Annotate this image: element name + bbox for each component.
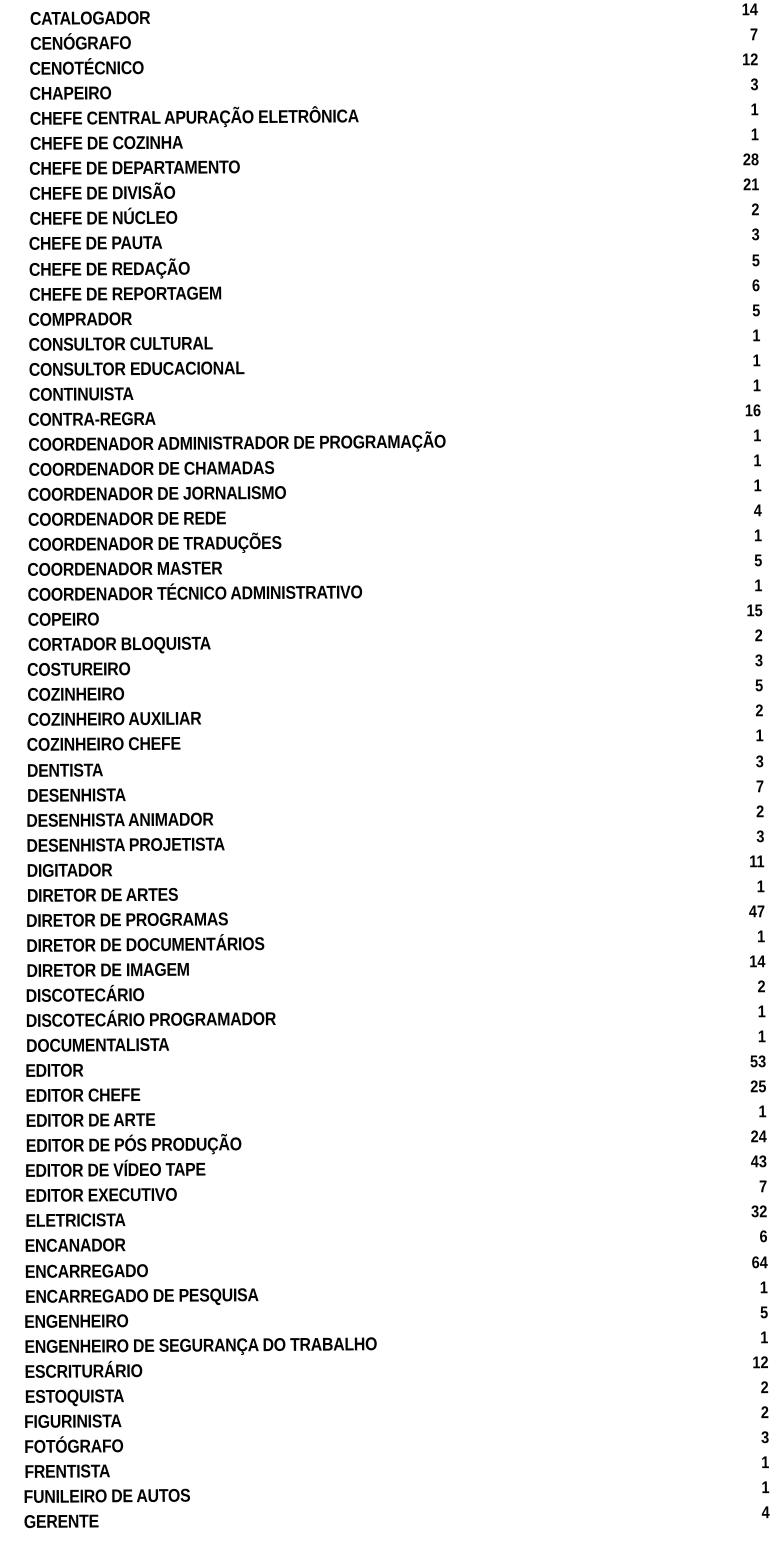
job-count: 3 <box>751 225 760 245</box>
job-count: 5 <box>755 676 764 696</box>
job-title: COORDENADOR MASTER <box>27 557 223 581</box>
job-title: EDITOR CHEFE <box>25 1084 141 1107</box>
job-title: CHEFE DE REDAÇÃO <box>28 257 191 280</box>
job-title: COORDENADOR TÉCNICO ADMINISTRATIVO <box>27 581 363 606</box>
job-title: DESENHISTA PROJETISTA <box>26 833 226 856</box>
job-count: 32 <box>751 1202 768 1222</box>
job-count: 14 <box>749 952 766 972</box>
job-title: DOCUMENTALISTA <box>25 1033 170 1056</box>
job-title: EDITOR <box>25 1059 85 1082</box>
job-count: 1 <box>759 1277 769 1297</box>
job-count: 1 <box>760 1327 769 1347</box>
job-title: COPEIRO <box>27 608 100 631</box>
job-title: ESTOQUISTA <box>24 1384 124 1407</box>
job-count: 1 <box>757 1002 766 1022</box>
job-title: ESCRITURÁRIO <box>24 1359 143 1382</box>
job-title: EDITOR DE VÍDEO TAPE <box>25 1158 207 1182</box>
job-title: EDITOR EXECUTIVO <box>25 1184 178 1207</box>
job-count: 3 <box>750 75 759 95</box>
job-count: 1 <box>752 375 761 395</box>
job-count: 1 <box>753 451 762 471</box>
job-title: ENCARREGADO <box>24 1259 149 1282</box>
job-title: DIRETOR DE PROGRAMAS <box>26 908 229 931</box>
job-title: ENCARREGADO DE PESQUISA <box>24 1283 259 1307</box>
job-title: CHEFE DE DIVISÃO <box>29 182 176 205</box>
job-count: 24 <box>750 1127 767 1147</box>
job-title: FIGURINISTA <box>24 1410 122 1432</box>
job-title: CHEFE CENTRAL APURAÇÃO ELETRÔNICA <box>29 105 359 130</box>
job-title: FRENTISTA <box>23 1460 110 1482</box>
job-count: 64 <box>751 1252 768 1272</box>
job-count: 6 <box>759 1227 768 1247</box>
job-count: 1 <box>753 526 763 546</box>
job-count: 1 <box>756 876 765 896</box>
job-count: 15 <box>746 601 763 621</box>
job-count: 5 <box>751 250 761 270</box>
job-count: 14 <box>741 0 759 20</box>
job-count: 3 <box>756 826 765 846</box>
job-count: 7 <box>749 25 759 45</box>
job-count: 12 <box>752 1352 769 1372</box>
job-title: DIRETOR DE DOCUMENTÁRIOS <box>26 932 265 956</box>
job-title: CONSULTOR EDUCACIONAL <box>28 356 245 380</box>
job-count: 2 <box>756 801 765 821</box>
job-count: 47 <box>748 901 766 922</box>
job-count: 43 <box>750 1152 768 1172</box>
job-count: 25 <box>750 1077 767 1097</box>
job-title: ELETRICISTA <box>24 1209 126 1232</box>
job-count: 5 <box>752 300 761 320</box>
job-title: COORDENADOR DE REDE <box>27 507 227 530</box>
job-title: COORDENADOR DE JORNALISMO <box>27 481 287 505</box>
job-count: 1 <box>750 125 760 145</box>
job-title: COZINHEIRO AUXILIAR <box>27 707 202 731</box>
job-count: 2 <box>755 701 764 721</box>
job-count: 12 <box>742 50 759 70</box>
job-title: CONTINUISTA <box>28 382 134 405</box>
job-count: 2 <box>760 1377 769 1397</box>
job-title: CENÓGRAFO <box>29 32 132 54</box>
job-title: CHEFE DE NÚCLEO <box>29 207 178 230</box>
job-count: 28 <box>742 150 760 170</box>
job-count: 5 <box>759 1302 769 1322</box>
job-title: DISCOTECÁRIO <box>25 983 145 1006</box>
job-count: 1 <box>757 926 766 947</box>
job-title: CORTADOR BLOQUISTA <box>27 632 211 656</box>
job-count: 16 <box>744 400 762 421</box>
job-title: ENCANADOR <box>24 1234 127 1257</box>
job-count: 1 <box>761 1478 770 1498</box>
job-count: 4 <box>761 1503 770 1523</box>
job-title: ENGENHEIRO <box>24 1309 130 1332</box>
job-count: 1 <box>758 1102 767 1122</box>
job-count: 2 <box>754 626 763 646</box>
job-title: CATALOGADOR <box>29 6 151 29</box>
job-count: 3 <box>760 1427 770 1448</box>
job-title: DIRETOR DE ARTES <box>26 883 178 906</box>
job-count: 53 <box>749 1052 767 1072</box>
job-count: 21 <box>742 175 760 195</box>
job-title: EDITOR DE PÓS PRODUÇÃO <box>25 1133 242 1157</box>
job-title: DIRETOR DE IMAGEM <box>25 958 190 981</box>
job-title: DENTISTA <box>26 758 104 781</box>
job-title: GERENTE <box>23 1510 100 1532</box>
job-count: 7 <box>755 776 765 796</box>
job-title: COORDENADOR DE CHAMADAS <box>28 456 275 480</box>
job-title: COORDENADOR DE TRADUÇÕES <box>27 531 282 555</box>
job-count: 5 <box>754 551 763 571</box>
job-count: 1 <box>750 100 759 120</box>
job-title: EDITOR DE ARTE <box>25 1109 156 1132</box>
job-count: 11 <box>749 851 765 871</box>
job-title: DISCOTECÁRIO PROGRAMADOR <box>25 1007 277 1031</box>
job-count: 1 <box>753 425 762 446</box>
job-count: 2 <box>760 1402 770 1422</box>
job-title: CHEFE DE DEPARTAMENTO <box>29 156 241 180</box>
job-count: 1 <box>752 350 761 370</box>
job-title: COORDENADOR ADMINISTRADOR DE PROGRAMAÇÃO <box>28 430 447 455</box>
job-count: 1 <box>755 726 764 746</box>
job-count: 1 <box>752 325 761 345</box>
job-title: CONTRA-REGRA <box>28 407 157 430</box>
job-title: CHEFE DE PAUTA <box>28 232 163 255</box>
job-count: 1 <box>754 576 763 596</box>
job-title: CHEFE DE COZINHA <box>29 131 183 155</box>
job-title: DESENHISTA ANIMADOR <box>26 808 214 831</box>
job-count: 4 <box>753 501 762 521</box>
job-title: CENOTÉCNICO <box>29 57 145 79</box>
job-title: COMPRADOR <box>28 307 133 330</box>
job-count: 3 <box>755 751 764 771</box>
job-count: 1 <box>753 476 762 496</box>
job-title: FUNILEIRO DE AUTOS <box>23 1484 191 1507</box>
job-title: DIGITADOR <box>26 858 113 881</box>
job-count: 2 <box>757 977 766 997</box>
job-title: ENGENHEIRO DE SEGURANÇA DO TRABALHO <box>24 1332 378 1357</box>
job-title: COSTUREIRO <box>27 658 131 681</box>
job-title: CONSULTOR CULTURAL <box>28 332 214 355</box>
job-count: 2 <box>751 200 760 220</box>
job-title: CHEFE DE REPORTAGEM <box>28 281 222 305</box>
job-count: 1 <box>761 1453 770 1473</box>
job-title: COZINHEIRO <box>27 683 125 706</box>
job-title: COZINHEIRO CHEFE <box>26 733 182 756</box>
job-count: 3 <box>754 651 764 671</box>
job-count: 1 <box>757 1027 767 1047</box>
job-title: CHAPEIRO <box>29 82 112 105</box>
job-count: 6 <box>751 275 761 295</box>
job-title: DESENHISTA <box>26 783 126 806</box>
job-count: 7 <box>758 1177 768 1197</box>
job-title: FOTÓGRAFO <box>24 1435 124 1457</box>
